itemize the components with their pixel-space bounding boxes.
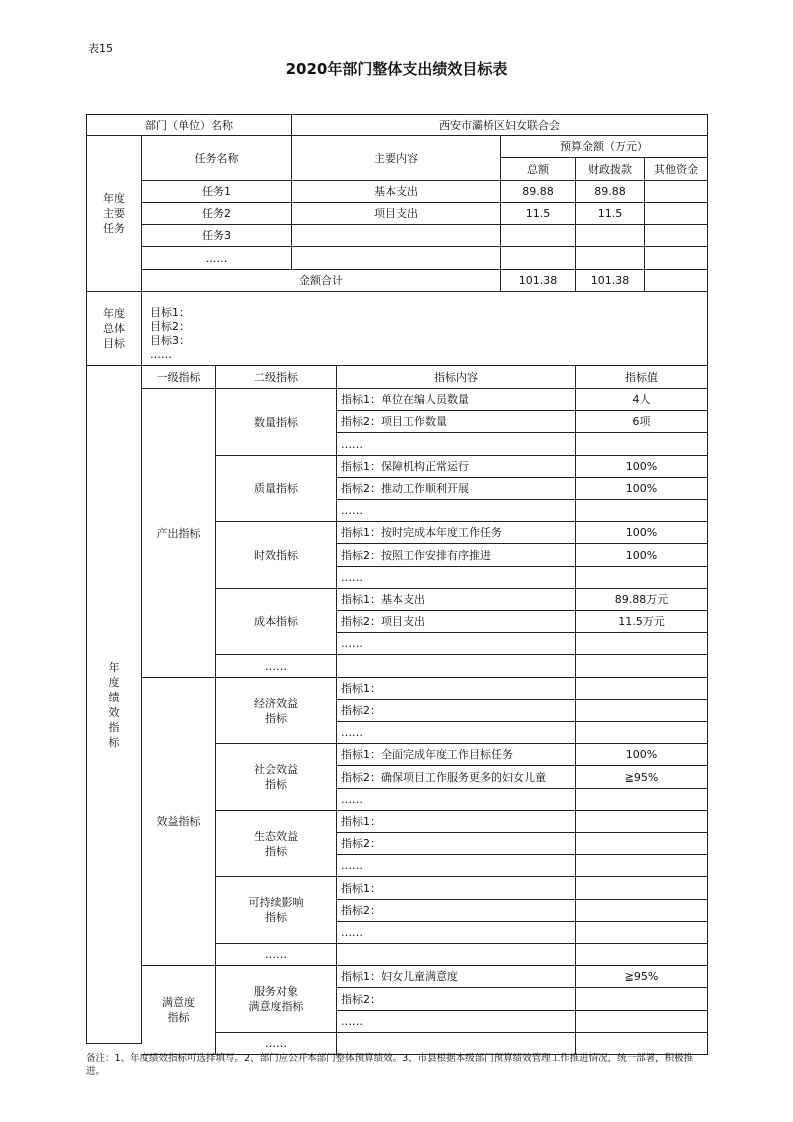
- task-row-fiscal: [576, 225, 645, 247]
- sum-total: 101.38: [501, 270, 576, 292]
- goal-line: ……: [150, 348, 172, 361]
- page-tag: 表15: [88, 42, 113, 55]
- level1-indicator: 效益指标: [142, 678, 216, 966]
- indicator-row-value: 11.5万元: [576, 611, 708, 633]
- indicator-content-header: 指标内容: [337, 366, 576, 389]
- indicator-row-content: ……: [337, 633, 576, 655]
- indicator-row-value: [576, 433, 708, 456]
- task-row-name: 任务1: [142, 181, 292, 203]
- indicator-row-value: [576, 500, 708, 522]
- goal-line: 目标2：: [150, 320, 190, 333]
- level1-header: 一级指标: [142, 366, 216, 389]
- task-row-name: 任务3: [142, 225, 292, 247]
- indicator-row-value: [576, 567, 708, 589]
- indicator-row-value: [576, 855, 708, 877]
- indicator-row-content: [337, 655, 576, 678]
- page-title: 2020年部门整体支出绩效目标表: [285, 60, 508, 78]
- indicator-row-value: [576, 811, 708, 833]
- level2-indicator: 社会效益 指标: [216, 744, 337, 811]
- task-row-fiscal: [576, 247, 645, 270]
- task-row-content: 基本支出: [292, 181, 501, 203]
- indicator-row-value: [576, 988, 708, 1011]
- level2-indicator: ……: [216, 655, 337, 678]
- indicator-row-content: ……: [337, 789, 576, 811]
- indicator-row-value: 100%: [576, 478, 708, 500]
- indicator-row-value: 4人: [576, 389, 708, 411]
- indicator-row-value: [576, 633, 708, 655]
- sum-fiscal: 101.38: [576, 270, 645, 292]
- task-row-total: 89.88: [501, 181, 576, 203]
- goal-line: 目标1：: [150, 306, 190, 319]
- level1-indicator: 产出指标: [142, 389, 216, 678]
- indicator-row-value: [576, 900, 708, 922]
- indicator-row-content: 指标2：项目支出: [337, 611, 576, 633]
- indicator-row-content: 指标1：: [337, 678, 576, 700]
- indicator-row-content: 指标2：推动工作顺利开展: [337, 478, 576, 500]
- task-name-header: 任务名称: [142, 136, 292, 181]
- goals-content: [142, 292, 708, 366]
- indicator-row-content: ……: [337, 567, 576, 589]
- task-row-other: [645, 203, 708, 225]
- indicator-row-content: ……: [337, 433, 576, 456]
- indicator-row-content: 指标2：按照工作安排有序推进: [337, 544, 576, 567]
- sum-other: [645, 270, 708, 292]
- indicator-row-content: 指标1：妇女儿童满意度: [337, 966, 576, 988]
- footnote: 备注：1、年度绩效指标可选择填写。2、部门应公开本部门整体预算绩效。3、市县根据本级部门预算绩效管理工作推进情况，统一部署，积极推进。: [86, 1053, 694, 1077]
- tasks-section-label: 年度主要任务: [86, 136, 142, 292]
- task-content-header: 主要内容: [292, 136, 501, 181]
- task-row-fiscal: 11.5: [576, 203, 645, 225]
- indicator-row-content: 指标1：全面完成年度工作目标任务: [337, 744, 576, 766]
- budget-header: 预算金额（万元）: [501, 136, 708, 158]
- indicator-row-content: 指标1：: [337, 877, 576, 900]
- indicator-row-content: 指标1：保障机构正常运行: [337, 456, 576, 478]
- indicator-row-content: 指标1：单位在编人员数量: [337, 389, 576, 411]
- level2-indicator: 生态效益 指标: [216, 811, 337, 877]
- sum-label: 金额合计: [142, 270, 501, 292]
- dept-name-label: 部门（单位）名称: [86, 114, 292, 136]
- level2-header: 二级指标: [216, 366, 337, 389]
- indicator-row-value: [576, 789, 708, 811]
- indicator-row-value: 6项: [576, 411, 708, 433]
- indicator-row-content: ……: [337, 722, 576, 744]
- level2-indicator: ……: [216, 1033, 337, 1055]
- indicator-row-content: 指标2：项目工作数量: [337, 411, 576, 433]
- task-row-total: [501, 247, 576, 270]
- level2-indicator: ……: [216, 944, 337, 966]
- indicators-section-label: 年度绩效指标: [86, 366, 142, 1044]
- task-row-name: ……: [142, 247, 292, 270]
- indicator-row-value: 89.88万元: [576, 589, 708, 611]
- indicator-row-value: [576, 700, 708, 722]
- indicator-row-content: 指标2：: [337, 833, 576, 855]
- indicator-value-header: 指标值: [576, 366, 708, 389]
- task-row-content: [292, 247, 501, 270]
- indicator-row-value: [576, 922, 708, 944]
- indicator-row-content: 指标2：确保项目工作服务更多的妇女儿童: [337, 766, 576, 789]
- task-row-other: [645, 181, 708, 203]
- goal-line: 目标3：: [150, 334, 190, 347]
- indicator-row-value: [576, 678, 708, 700]
- indicator-row-value: 100%: [576, 544, 708, 567]
- goals-section-label: 年度总体目标: [86, 292, 142, 366]
- indicator-row-content: ……: [337, 500, 576, 522]
- indicator-row-content: ……: [337, 1011, 576, 1033]
- level1-indicator: 满意度 指标: [142, 966, 216, 1055]
- indicator-row-content: ……: [337, 922, 576, 944]
- budget-total-header: 总额: [501, 158, 576, 181]
- level2-indicator: 时效指标: [216, 522, 337, 589]
- indicator-row-content: 指标1：: [337, 811, 576, 833]
- indicator-row-content: 指标1：按时完成本年度工作任务: [337, 522, 576, 544]
- dept-name-value: 西安市灞桥区妇女联合会: [292, 114, 708, 136]
- indicator-row-value: [576, 833, 708, 855]
- budget-fiscal-header: 财政拨款: [576, 158, 645, 181]
- budget-other-header: 其他资金: [645, 158, 708, 181]
- indicator-row-value: ≧95%: [576, 966, 708, 988]
- indicator-row-value: [576, 655, 708, 678]
- task-row-content: [292, 225, 501, 247]
- task-row-content: 项目支出: [292, 203, 501, 225]
- indicator-row-value: ≧95%: [576, 766, 708, 789]
- task-row-other: [645, 247, 708, 270]
- indicator-row-value: [576, 722, 708, 744]
- indicator-row-content: 指标2：: [337, 900, 576, 922]
- indicator-row-content: 指标2：: [337, 700, 576, 722]
- indicator-row-value: [576, 1011, 708, 1033]
- indicator-row-content: [337, 944, 576, 966]
- task-row-fiscal: 89.88: [576, 181, 645, 203]
- task-row-other: [645, 225, 708, 247]
- task-row-total: 11.5: [501, 203, 576, 225]
- task-row-total: [501, 225, 576, 247]
- indicator-row-value: [576, 944, 708, 966]
- indicator-row-value: 100%: [576, 744, 708, 766]
- performance-target-table: [86, 114, 708, 1050]
- indicator-row-content: ……: [337, 855, 576, 877]
- task-row-name: 任务2: [142, 203, 292, 225]
- level2-indicator: 成本指标: [216, 589, 337, 655]
- level2-indicator: 数量指标: [216, 389, 337, 456]
- level2-indicator: 质量指标: [216, 456, 337, 522]
- level2-indicator: 可持续影响 指标: [216, 877, 337, 944]
- indicator-row-value: [576, 877, 708, 900]
- indicator-row-content: 指标1：基本支出: [337, 589, 576, 611]
- indicator-row-value: 100%: [576, 522, 708, 544]
- indicator-row-value: 100%: [576, 456, 708, 478]
- indicator-row-content: 指标2：: [337, 988, 576, 1011]
- level2-indicator: 服务对象 满意度指标: [216, 966, 337, 1033]
- level2-indicator: 经济效益 指标: [216, 678, 337, 744]
